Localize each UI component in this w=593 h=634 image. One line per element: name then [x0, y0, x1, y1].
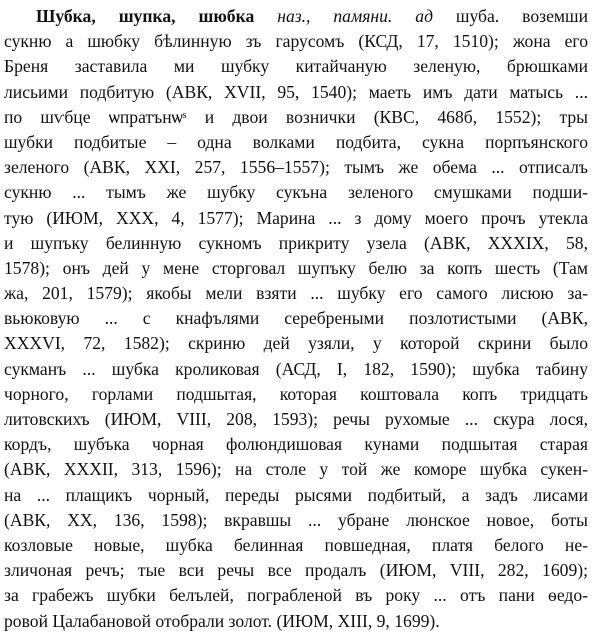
entry-line-21: (АВК, XX, 136, 1598); вкравшы ... убране люнское новое, боты: [4, 509, 588, 530]
entry-line-6: шубки подбитые – одна волками подбита, сукна порпъянского: [4, 131, 588, 152]
entry-line-19: (АВК, XXXII, 313, 1596); на столе у той же коморе шубка сукен-: [4, 459, 588, 480]
entry-line-2: сукню а шюбку бѣлинную зъ гарусомъ (КСД, 17, 1510); жона его: [4, 31, 588, 52]
grammar-note: наз., памяни. ад: [277, 6, 433, 26]
entry-line-8: сукню ... тымъ же шубку сукъна зеленого смушками подши-: [4, 182, 588, 203]
entry-line-23: зличоная речъ; тые вси речы все продалъ (ИЮМ, VIII, 282, 1609);: [4, 560, 588, 581]
entry-line-9: тую (ИЮМ, XXX, 4, 1577); Марина ... з дому моего прочъ утекла: [4, 207, 588, 228]
entry-line-18: кордъ, шубъка чорная фолюндишовая кунами подшытая старая: [4, 434, 588, 455]
entry-line-22: козловые новые, шубка белинная повшедная, платя белого не-: [4, 534, 588, 555]
entry-line-3: Бреня заставила ми шубку китайчаную зеленую, брюшками: [4, 56, 588, 77]
entry-line-25: ровой Цалабановой отобрали золот. (ИЮМ, XIII, 9, 1699).: [4, 610, 440, 631]
entry-line-14: XXXVI, 72, 1582); скриню дей узяли, у которой скрини было: [4, 333, 588, 354]
entry-line-13: вьюковую ... с кнафълями серебреными позлотистыми (АВК,: [4, 308, 588, 329]
entry-line-10: и шупъку белинную сукномъ прикриту узела (АВК, XXXIX, 58,: [4, 232, 588, 253]
entry-line-15: сукманъ ... шубка кроликовая (АСД, I, 182, 1590); шубка табину: [4, 358, 588, 379]
dictionary-entry: [4, 4, 588, 634]
entry-line-5: по шѵбце ѡпратънѡˢ и двои вознички (КВС, 468б, 1552); тры: [4, 106, 588, 127]
entry-line-12: жа, 201, 1579); якобы мели взяти ... шубку его самого лисюю за-: [4, 283, 588, 304]
entry-line-16: чорного, горлами подшытая, которая коштовала копъ тридцать: [4, 383, 588, 404]
entry-line-4: лисьими подбитую (АВК, XVII, 95, 1540); маеть имъ дати матысь ...: [4, 81, 588, 102]
entry-line-11: 1578); онъ дей у мене сторговал шупъку белю за копъ шесть (Там: [4, 257, 588, 278]
entry-line-24: за грабежъ шубки белълей, пограбленой въ року ... отъ пани ѳедо-: [4, 585, 588, 606]
entry-line-20: на ... плащикъ чорный, переды рысями подбитый, а задъ лисами: [4, 484, 588, 505]
entry-line-1-text: шуба. воземши: [432, 6, 588, 26]
entry-line-17: литовскихъ (ИЮМ, VIII, 208, 1593); речы рухомые ... скура лося,: [4, 409, 588, 429]
headword: Шубка, шупка, шюбка: [36, 6, 255, 26]
entry-line-1: [4, 4, 588, 29]
entry-line-7: зеленого (АВК, XXI, 257, 1556–1557); тымъ же обема ... отписалъ: [4, 157, 588, 178]
